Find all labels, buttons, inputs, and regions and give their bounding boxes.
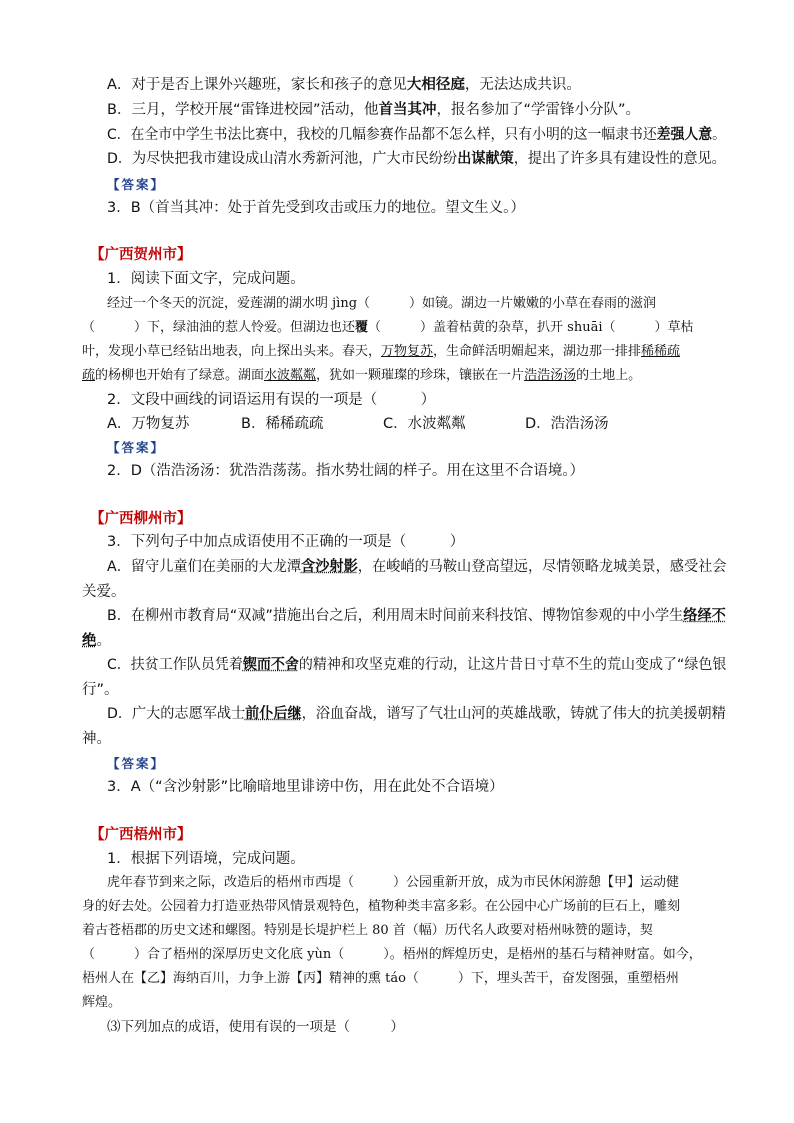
idiom-highlight: 前仆后继 (245, 706, 302, 722)
passage-line: 辉煌。 (82, 995, 122, 1010)
passage-line: 疏的杨柳也开始有了绿意。湖面水波粼粼，犹如一颗璀璨的珍珠，镶嵌在一片浩浩汤汤的土地上。 (82, 368, 642, 383)
option-b: B．三月，学校开展“雷锋进校园”活动，他首当其冲，报名参加了“学雷锋小分队”。 (107, 102, 641, 118)
question-prompt: ⑶下列加点的成语，使用有误的一项是（ ） (107, 1019, 404, 1035)
answer-label: 【答案】 (107, 177, 166, 192)
idiom-highlight: 大相径庭 (406, 77, 465, 93)
answer-text: 3．B（首当其冲：处于首先受到攻击或压力的地位。望文生义。） (107, 200, 525, 216)
passage-line: 着古苍梧郡的历史文述和螺图。特别是长堤护栏上 80 首（幅）历代名人政要对梧州咏赞的题诗，契 (82, 923, 653, 938)
option-a: A．对于是否上课外兴趣班，家长和孩子的意见大相径庭，无法达成共识。 (107, 77, 581, 93)
answer-label: 【答案】 (107, 756, 166, 771)
section-title-wuzhou: 【广西梧州市】 (90, 827, 192, 843)
option-d-cont: 神。 (82, 731, 111, 747)
underlined-phrase: 水波粼粼 (264, 368, 317, 383)
question-prompt: 1．根据下列语境，完成问题。 (107, 851, 305, 867)
passage-line: 虎年春节到来之际，改造后的梧州市西堤（ ）公园重新开放，成为市民休闲游憩【甲】运动健 (107, 875, 680, 890)
idiom-highlight: 出谋献策 (457, 151, 514, 167)
underlined-phrase: 万物复苏 (381, 344, 434, 359)
answer-label: 【答案】 (107, 440, 166, 455)
idiom-highlight: 锲而不舍 (242, 657, 299, 673)
idiom-highlight: 络绎不 (683, 608, 726, 624)
passage-line: 经过一个冬天的沉淀，爱莲湖的湖水明 jìng（ ）如镜。湖边一片嫩嫩的小草在春雨的滋润 (107, 296, 657, 311)
option-c: C．扶贫工作队员凭着锲而不舍的精神和攻坚克难的行动，让这片昔日寸草不生的荒山变成了“绿色银 (107, 657, 727, 673)
option-d: D．广大的志愿军战士前仆后继，浴血奋战，谱写了气壮山河的英雄战歌，铸就了伟大的抗美援朝精 (107, 706, 726, 722)
question-prompt: 2．文段中画线的词语运用有误的一项是（ ） (107, 392, 436, 408)
passage-line: 梧州人在【乙】海纳百川，力争上游【丙】精神的熏 táo（ ）下，埋头苦干，奋发图强，重塑梧州 (82, 971, 679, 986)
section-title-liuzhou: 【广西柳州市】 (90, 511, 192, 527)
answer-text: 3．A（“含沙射影”比喻暗地里诽谤中伤，用在此处不合语境） (107, 779, 504, 795)
option-b: B．在柳州市教育局“双减”措施出台之后，利用周末时间前来科技馆、博物馆参观的中小学生络绎不 (107, 608, 726, 624)
idiom-highlight: 差强人意 (656, 127, 713, 143)
answer-text: 2．D（浩浩汤汤：犹浩浩荡荡。指水势壮阔的样子。用在这里不合语境。） (107, 463, 585, 479)
option-c: C．水波粼粼 (383, 416, 466, 432)
question-prompt: 3．下列句子中加点成语使用不正确的一项是（ ） (107, 534, 465, 550)
option-row (107, 413, 609, 435)
underlined-phrase: 稀稀疏 (641, 344, 681, 359)
option-b-cont: 绝。 (82, 633, 111, 649)
option-d: D．为尽快把我市建设成山清水秀新河池，广大市民纷纷出谋献策，提出了许多具有建设性的意见。 (107, 151, 726, 167)
option-b: B．稀稀疏疏 (241, 416, 324, 432)
question-prompt: 1．阅读下面文字，完成问题。 (107, 271, 305, 287)
passage-line: （ ）合了梧州的深厚历史文化底 yùn（ ）。梧州的辉煌历史，是梧州的基石与精神财富。如今， (82, 947, 702, 962)
option-d: D．浩浩汤汤 (525, 416, 609, 432)
passage-line: 叶，发现小草已经钻出地表，向上探出头来。春天，万物复苏，生命鲜活明媚起来，湖边那一排排稀稀疏 (82, 344, 681, 359)
option-a-cont: 关爱。 (82, 584, 126, 600)
underlined-phrase: 浩浩汤汤 (524, 368, 577, 383)
option-a: A．留守儿童们在美丽的大龙潭含沙射影，在峻峭的马鞍山登高望远，尽情领略龙城美景，感受社会 (107, 559, 727, 575)
passage-line: （ ）下，绿油油的惹人怜爱。但湖边也还覆（ ）盖着枯黄的杂草，扒开 shuāi（ ）草枯 (82, 320, 694, 335)
option-a: A．万物复苏 (107, 416, 190, 432)
option-c-cont: 行”。 (82, 682, 119, 698)
section-title-hezhou: 【广西贺州市】 (90, 247, 192, 263)
passage-line: 身的好去处。公园着力打造亚热带风情景观特色，植物种类丰富多彩。在公园中心广场前的巨石上，雕刻 (82, 899, 681, 914)
option-c: C．在全市中学生书法比赛中，我校的几幅参赛作品都不怎么样，只有小明的这一幅隶书还差强人意。 (107, 127, 726, 143)
underlined-phrase: 疏 (82, 368, 96, 383)
idiom-highlight: 含沙射影 (301, 559, 358, 575)
idiom-highlight: 首当其冲 (378, 102, 437, 118)
